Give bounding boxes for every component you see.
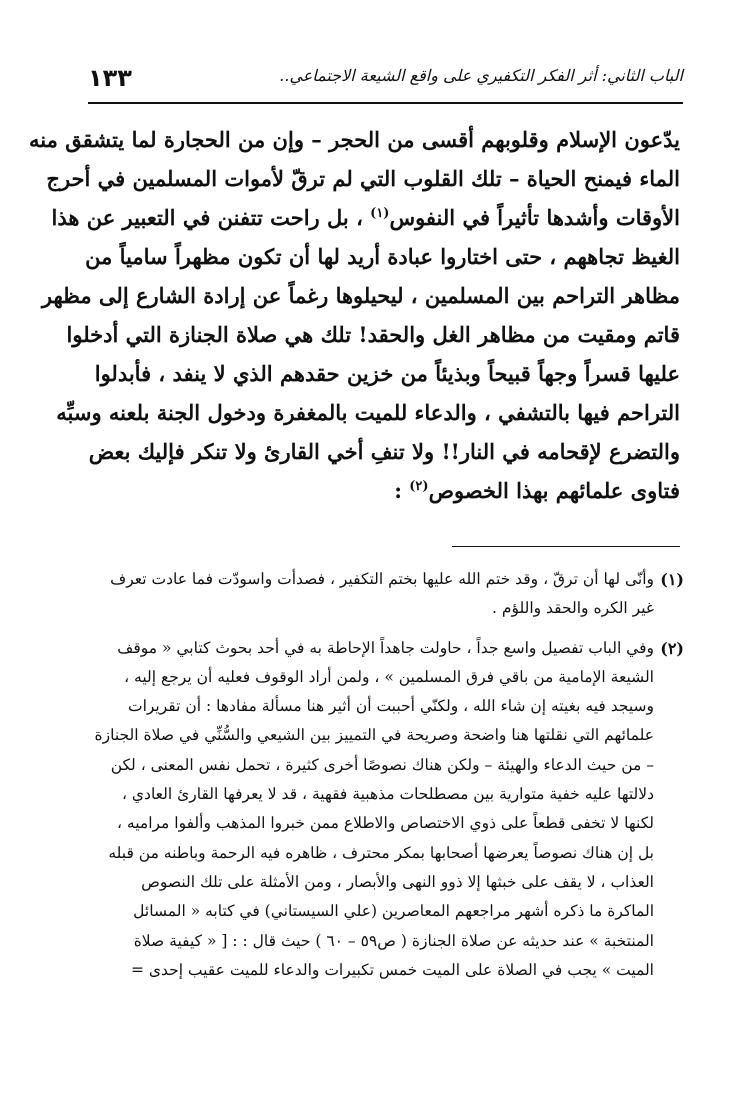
footnote-line: وسيجد فيه بغيته إن شاء الله ، ولكنّي أحببت أن أثير هنا مسألة مفادها : أن تقريرات bbox=[127, 697, 654, 716]
footnotes bbox=[84, 565, 684, 995]
footnote-separator bbox=[452, 546, 680, 547]
body-line-text: فتاوى علمائهم بهذا الخصوص bbox=[428, 478, 680, 503]
footnote-line: بل إن هناك نصوصاً يعرضها أصحابها بمكر محترف ، ظاهره فيه الرحمة وباطنه من قبله bbox=[108, 843, 654, 862]
footnote-line: – من حيث الدعاء والهيئة – ولكن هناك نصوصًا أخرى كثيرة ، تحمل نفس المعنى ، لكن bbox=[110, 755, 654, 774]
page-header bbox=[88, 62, 683, 104]
body-line: عليها قسراً وجهاً قبيحاً وبذيئاً من خزين حقدهم الذي لا ينفد ، فأبدلوا bbox=[94, 361, 680, 386]
footnote-line: وأنّى لها أن ترقّ ، وقد ختم الله عليها بختم التكفير ، فصدأت واسودّت فما عادت تعرف bbox=[110, 570, 654, 588]
footnote-line: غير الكره والحقد واللؤم . bbox=[492, 599, 654, 618]
body-line: يدّعون الإسلام وقلوبهم أقسى من الحجر – وإن من الحجارة لما يتشقق منه bbox=[29, 127, 680, 152]
body-line: قاتم ومقيت من مظاهر الغل والحقد! تلك هي صلاة الجنازة التي أدخلوا bbox=[66, 322, 680, 347]
body-text bbox=[29, 120, 680, 510]
footnote-number: (٢) bbox=[660, 638, 684, 658]
footnote-line: وفي الباب تفصيل واسع جداً ، حاولت جاهداً الإحاطة به في أحد بحوث كتابي « موقف bbox=[117, 638, 654, 657]
footnote-line: الميت » يجب في الصلاة على الميت خمس تكبيرات والدعاء للميت عقيب إحدى = bbox=[130, 960, 654, 979]
footnote-2 bbox=[84, 634, 684, 986]
footnote-line: دلالتها عليه خفية متوارية بين مصطلحات مذهبية فقهية ، قد لا يعرفها القارئ العادي ، bbox=[121, 785, 654, 804]
body-line bbox=[51, 198, 680, 237]
body-line: التراحم فيها بالتشفي ، والدعاء للميت بالمغفرة ودخول الجنة بلعنه وسبِّه bbox=[56, 400, 680, 425]
footnote-line: المنتخبة » عند حديثه عن صلاة الجنازة ( ص٥٩ – ٦٠ ) حيث قال : : [ « كيفية صلاة bbox=[133, 931, 654, 950]
header-rule bbox=[88, 102, 683, 104]
footnote-line: لكنها لا تخفى قطعاً على ذوي الاختصاص والاطلاع ممن خبروا المذهب وألفوا مراميه ، bbox=[116, 814, 654, 833]
body-line: والتضرع لإقحامه في النار!! ولا تنفِ أخي القارئ ولا تنكر فإليك بعض bbox=[88, 439, 680, 464]
running-head: الباب الثاني: أثر الفكر التكفيري على واقع الشيعة الاجتماعي.. bbox=[279, 66, 683, 85]
body-line-text: الأوقات وأشدها تأثيراً في النفوس bbox=[389, 205, 680, 230]
footnote-line: الماكرة ما ذكره أشهر مراجعهم المعاصرين (علي السيستاني) في كتابه « المسائل bbox=[133, 902, 654, 921]
footnote-number: (١) bbox=[660, 570, 684, 589]
footnote-line: العذاب ، لا يقف على خبثها إلا ذوو النهى والأبصار ، ومن الأمثلة على تلك النصوص bbox=[141, 872, 654, 891]
body-line bbox=[90, 471, 680, 510]
footnote-1 bbox=[84, 565, 684, 624]
body-line: الغيظ تجاههم ، حتى اختاروا عبادة أريد لها أن تكون مظهراً سامياً من bbox=[85, 244, 680, 269]
page-number: ١٣٣ bbox=[88, 64, 132, 92]
footnote-line: علمائهم التي نقلتها هنا واضحة وصريحة في التمييز بين الشيعي والسُّنِّي في صلاة الجنازة bbox=[94, 726, 654, 745]
body-line-tail: ، بل راحت تتفنن في التعبير عن هذا bbox=[51, 205, 371, 230]
footnote-ref: (١) bbox=[370, 206, 390, 221]
body-line-tail: : bbox=[394, 478, 410, 503]
footnote-line: الشيعة الإمامية من باقي فرق المسلمين » ، ولمن أراد الوقوف فعليه أن يرجع إليه ، bbox=[124, 667, 654, 686]
body-line: الماء فيمنح الحياة – تلك القلوب التي لم ترقّ لأموات المسلمين في أحرج bbox=[46, 166, 680, 191]
body-line: مظاهر التراحم بين المسلمين ، ليحيلوها رغماً عن إرادة الشارع إلى مظهر bbox=[41, 283, 680, 308]
footnote-ref: (٢) bbox=[409, 479, 429, 494]
